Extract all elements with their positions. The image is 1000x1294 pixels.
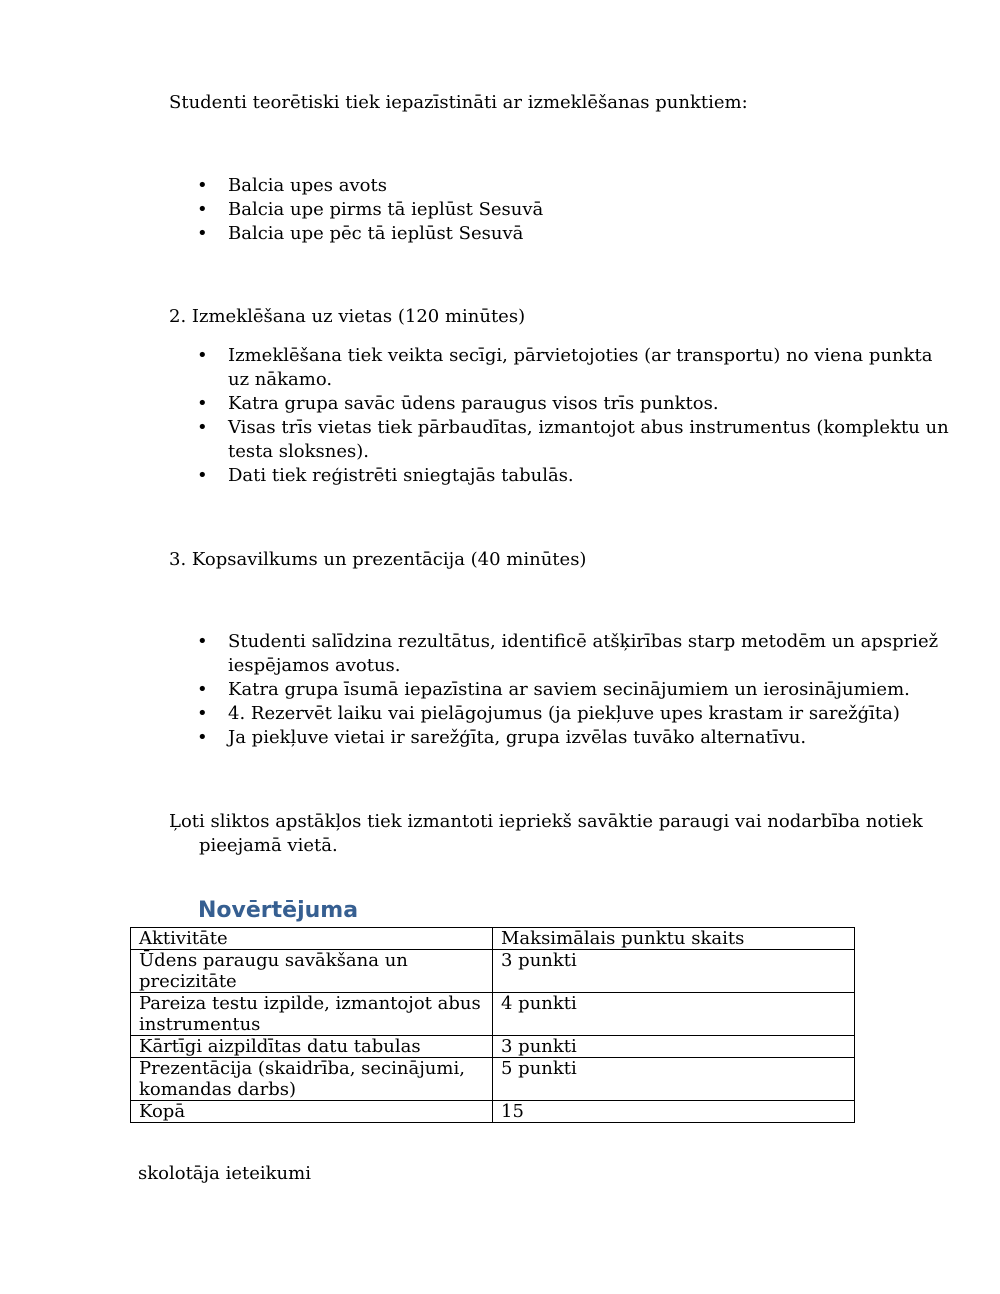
list-item: • Izmeklēšana tiek veikta secīgi, pārvietojoties (ar transportu) no viena punkta uz nākamo.: [169, 344, 959, 392]
points-cell: 3 punkti: [493, 950, 855, 993]
table-header-cell: Aktivitāte: [131, 928, 493, 950]
list-item: • Ja piekļuve vietai ir sarežģīta, grupa izvēlas tuvāko alternatīvu.: [169, 726, 959, 750]
points-cell: 3 punkti: [493, 1036, 855, 1058]
table-row: [131, 1058, 855, 1101]
list-item: • Balcia upe pirms tā ieplūst Sesuvā: [169, 198, 949, 222]
list-item: • Studenti salīdzina rezultātus, identificē atšķirības starp metodēm un apspriež iespējamos avotus.: [169, 630, 959, 678]
table-row: [131, 950, 855, 993]
list-item: • Balcia upe pēc tā ieplūst Sesuvā: [169, 222, 949, 246]
table-total-row: [131, 1101, 855, 1123]
list-item: • Katra grupa īsumā iepazīstina ar saviem secinājumiem un ierosinājumiem.: [169, 678, 959, 702]
total-label-cell: Kopā: [131, 1101, 493, 1123]
section3-title: 3. Kopsavilkums un prezentācija (40 minūtes): [169, 549, 587, 570]
points-cell: 4 punkti: [493, 993, 855, 1036]
intro-paragraph: Studenti teorētiski tiek iepazīstināti ar izmeklēšanas punktiem:: [169, 92, 748, 113]
activity-cell: Prezentācija (skaidrība, secinājumi, komandas darbs): [131, 1058, 493, 1101]
table-header-cell: Maksimālais punktu skaits: [493, 928, 855, 950]
list-item: • Katra grupa savāc ūdens paraugus visos trīs punktos.: [169, 392, 959, 416]
table-row: [131, 993, 855, 1036]
section2-list: [169, 344, 959, 488]
points-list: [169, 174, 949, 246]
teacher-notes-label: skolotāja ieteikumi: [138, 1163, 311, 1184]
list-item: • Dati tiek reģistrēti sniegtajās tabulās.: [169, 464, 959, 488]
section2-title: 2. Izmeklēšana uz vietas (120 minūtes): [169, 306, 526, 327]
list-item: • Visas trīs vietas tiek pārbaudītas, izmantojot abus instrumentus (komplektu un testa sloksnes).: [169, 416, 959, 464]
activity-cell: Pareiza testu izpilde, izmantojot abus instrumentus: [131, 993, 493, 1036]
activity-cell: Ūdens paraugu savākšana un precizitāte: [131, 950, 493, 993]
list-item: • Balcia upes avots: [169, 174, 949, 198]
table-row: [131, 1036, 855, 1058]
bad-conditions-paragraph: Ļoti sliktos apstākļos tiek izmantoti iepriekš savāktie paraugi vai nodarbība notiek pieejamā vietā.: [169, 811, 923, 856]
assessment-heading: Novērtējuma: [198, 898, 359, 923]
table-header-row: [131, 928, 855, 950]
activity-cell: Kārtīgi aizpildītas datu tabulas: [131, 1036, 493, 1058]
list-item: • 4. Rezervēt laiku vai pielāgojumus (ja piekļuve upes krastam ir sarežģīta): [169, 702, 959, 726]
assessment-table: [130, 927, 855, 1123]
points-cell: 5 punkti: [493, 1058, 855, 1101]
section3-list: [169, 630, 959, 750]
total-value-cell: 15: [493, 1101, 855, 1123]
